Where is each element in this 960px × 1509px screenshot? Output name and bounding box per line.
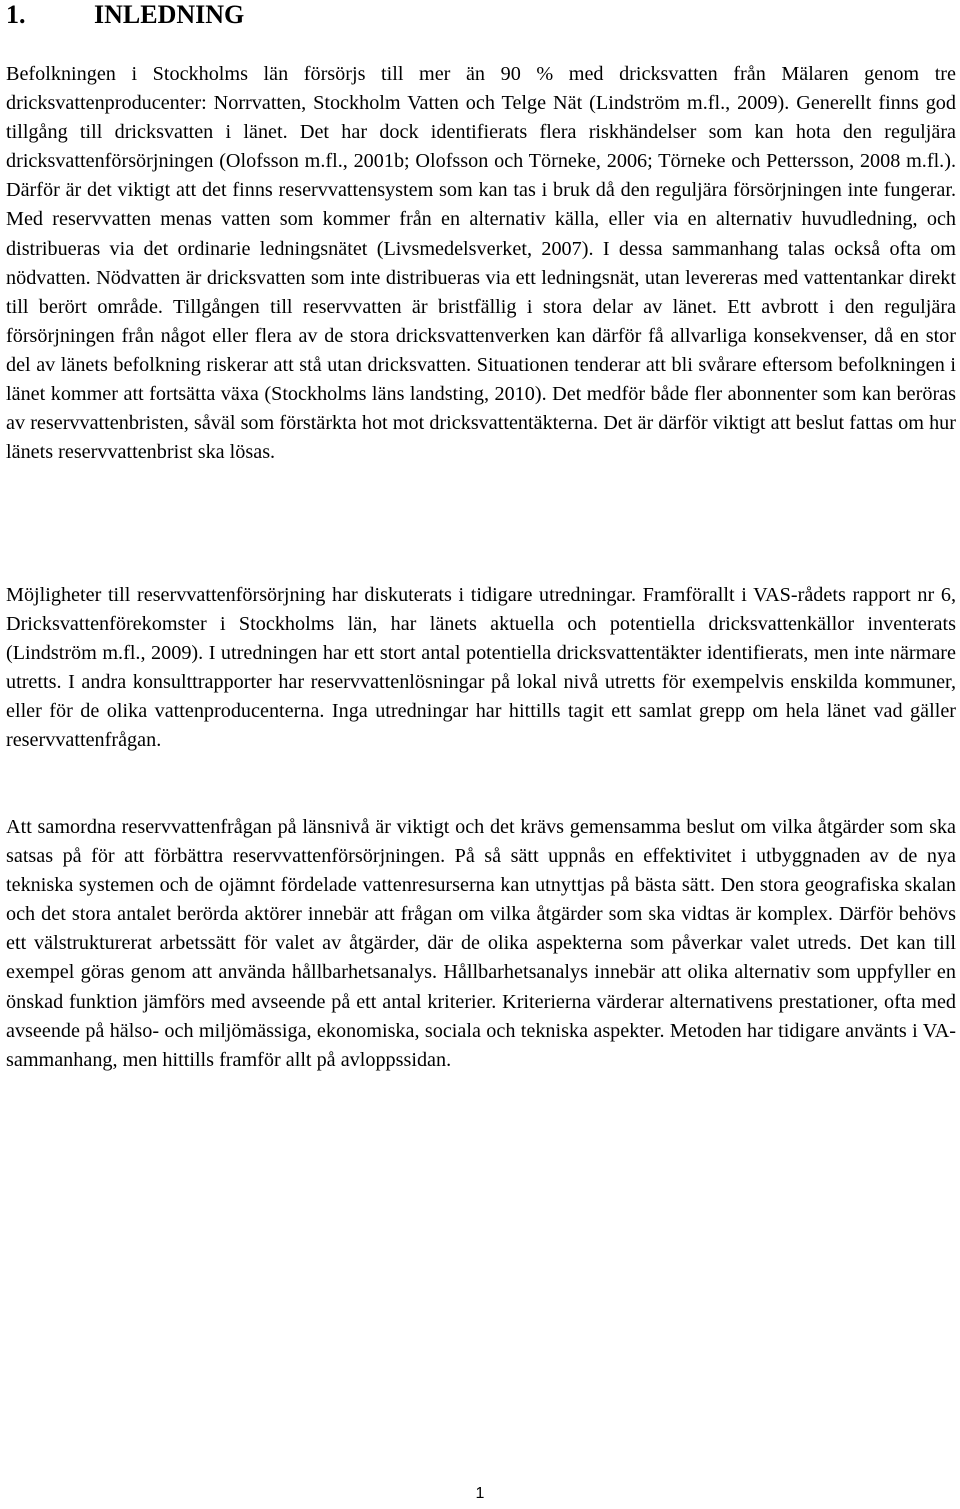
section-heading [6,0,956,34]
page-number: 1 [475,1485,485,1502]
paragraph-coordination: Att samordna reservvattenfrågan på länsnivå är viktigt och det krävs gemensamma beslut om vilka åtgärder som ska satsas på för att förbättra reservvattenförsörjningen. På så sätt uppnås en effektivitet i utbyggnaden av de nya tekniska systemen och de ojämnt fördelade vattenresurserna kan utnyttjas på bästa sätt. Den stora geografiska skalan och det stora antalet berörda aktörer innebär att frågan om vilka åtgärder som ska vidtas är komplex. Därför behövs ett välstrukturerat arbetssätt för valet av åtgärder, där de olika aspekterna som påverkar valet utreds. Det kan till exempel göras genom att använda hållbarhetsanalys. Hållbarhetsanalys innebär att olika alternativ som uppfyller en önskad funktion jämförs med avseende på ett antal kriterier. Kriterierna värderar alternativens prestationer, ofta med avseende på hälso- och miljömässiga, ekonomiska, sociala och tekniska aspekter. Metoden har tidigare använts i VA-sammanhang, men hittills framför allt på avloppssidan. [6,816,956,1071]
document-page [6,0,956,1071]
section-title: INLEDNING [94,0,245,29]
paragraph-intro: Befolkningen i Stockholms län försörjs till mer än 90 % med dricksvatten från Mälaren genom tre dricksvattenproducenter: Norrvatten, Stockholm Vatten och Telge Nät (Lindström m.fl., 2009). Generellt finns god tillgång till dricksvatten i länet. Det har dock identifierats flera riskhändelser som kan hota den reguljära dricksvattenförsörjningen (Olofsson m.fl., 2001b; Olofsson och Törneke, 2006; Törneke och Pettersson, 2008 m.fl.). Därför är det viktigt att det finns reservvattensystem som kan tas i bruk då den reguljära försörjningen inte fungerar. Med reservvatten menas vatten som kommer från en alternativ källa, eller via en alternativ huvudledning, och distribueras via det ordinarie ledningsnätet (Livsmedelsverket, 2007). I dessa sammanhang talas också ofta om nödvatten. Nödvatten är dricksvatten som inte distribueras via ett ledningsnät, utan levereras med vattentankar direkt till berört område. Tillgången till reservvatten är bristfällig i stora delar av länet. Ett avbrott i den reguljära försörjningen från något eller flera av de stora dricksvattenverken kan därför få allvarliga konsekvenser, då en stor del av länets befolkning riskerar att stå utan dricksvatten. Situationen tenderar att bli svårare eftersom befolkningen i länet kommer att fortsätta växa (Stockholms läns landsting, 2010). Det medför både fler abonnenter som kan beröras av reservvattenbristen, såväl som förstärkta hot mot dricksvattentäkterna. Det är därför viktigt att beslut fattas om hur länets reservvattenbrist ska lösas. [6,63,956,464]
section-number: 1. [6,0,26,29]
paragraph-previous-studies: Möjligheter till reservvattenförsörjning har diskuterats i tidigare utredningar. Framförallt i VAS-rådets rapport nr 6, Dricksvattenförekomster i Stockholms län, har länets aktuella och potentiella dricksvattenkällor inventerats (Lindström m.fl., 2009). I utredningen har ett stort antal potentiella dricksvattentäkter identifierats, men inte närmare utretts. I andra konsulttrapporter har reservvattenlösningar på lokal nivå utretts för exempelvis enskilda kommuner, eller för de olika vattenproducenterna. Inga utredningar har hittills tagit ett samlat grepp om hela länet vad gäller reservvattenfrågan. [6,584,956,752]
